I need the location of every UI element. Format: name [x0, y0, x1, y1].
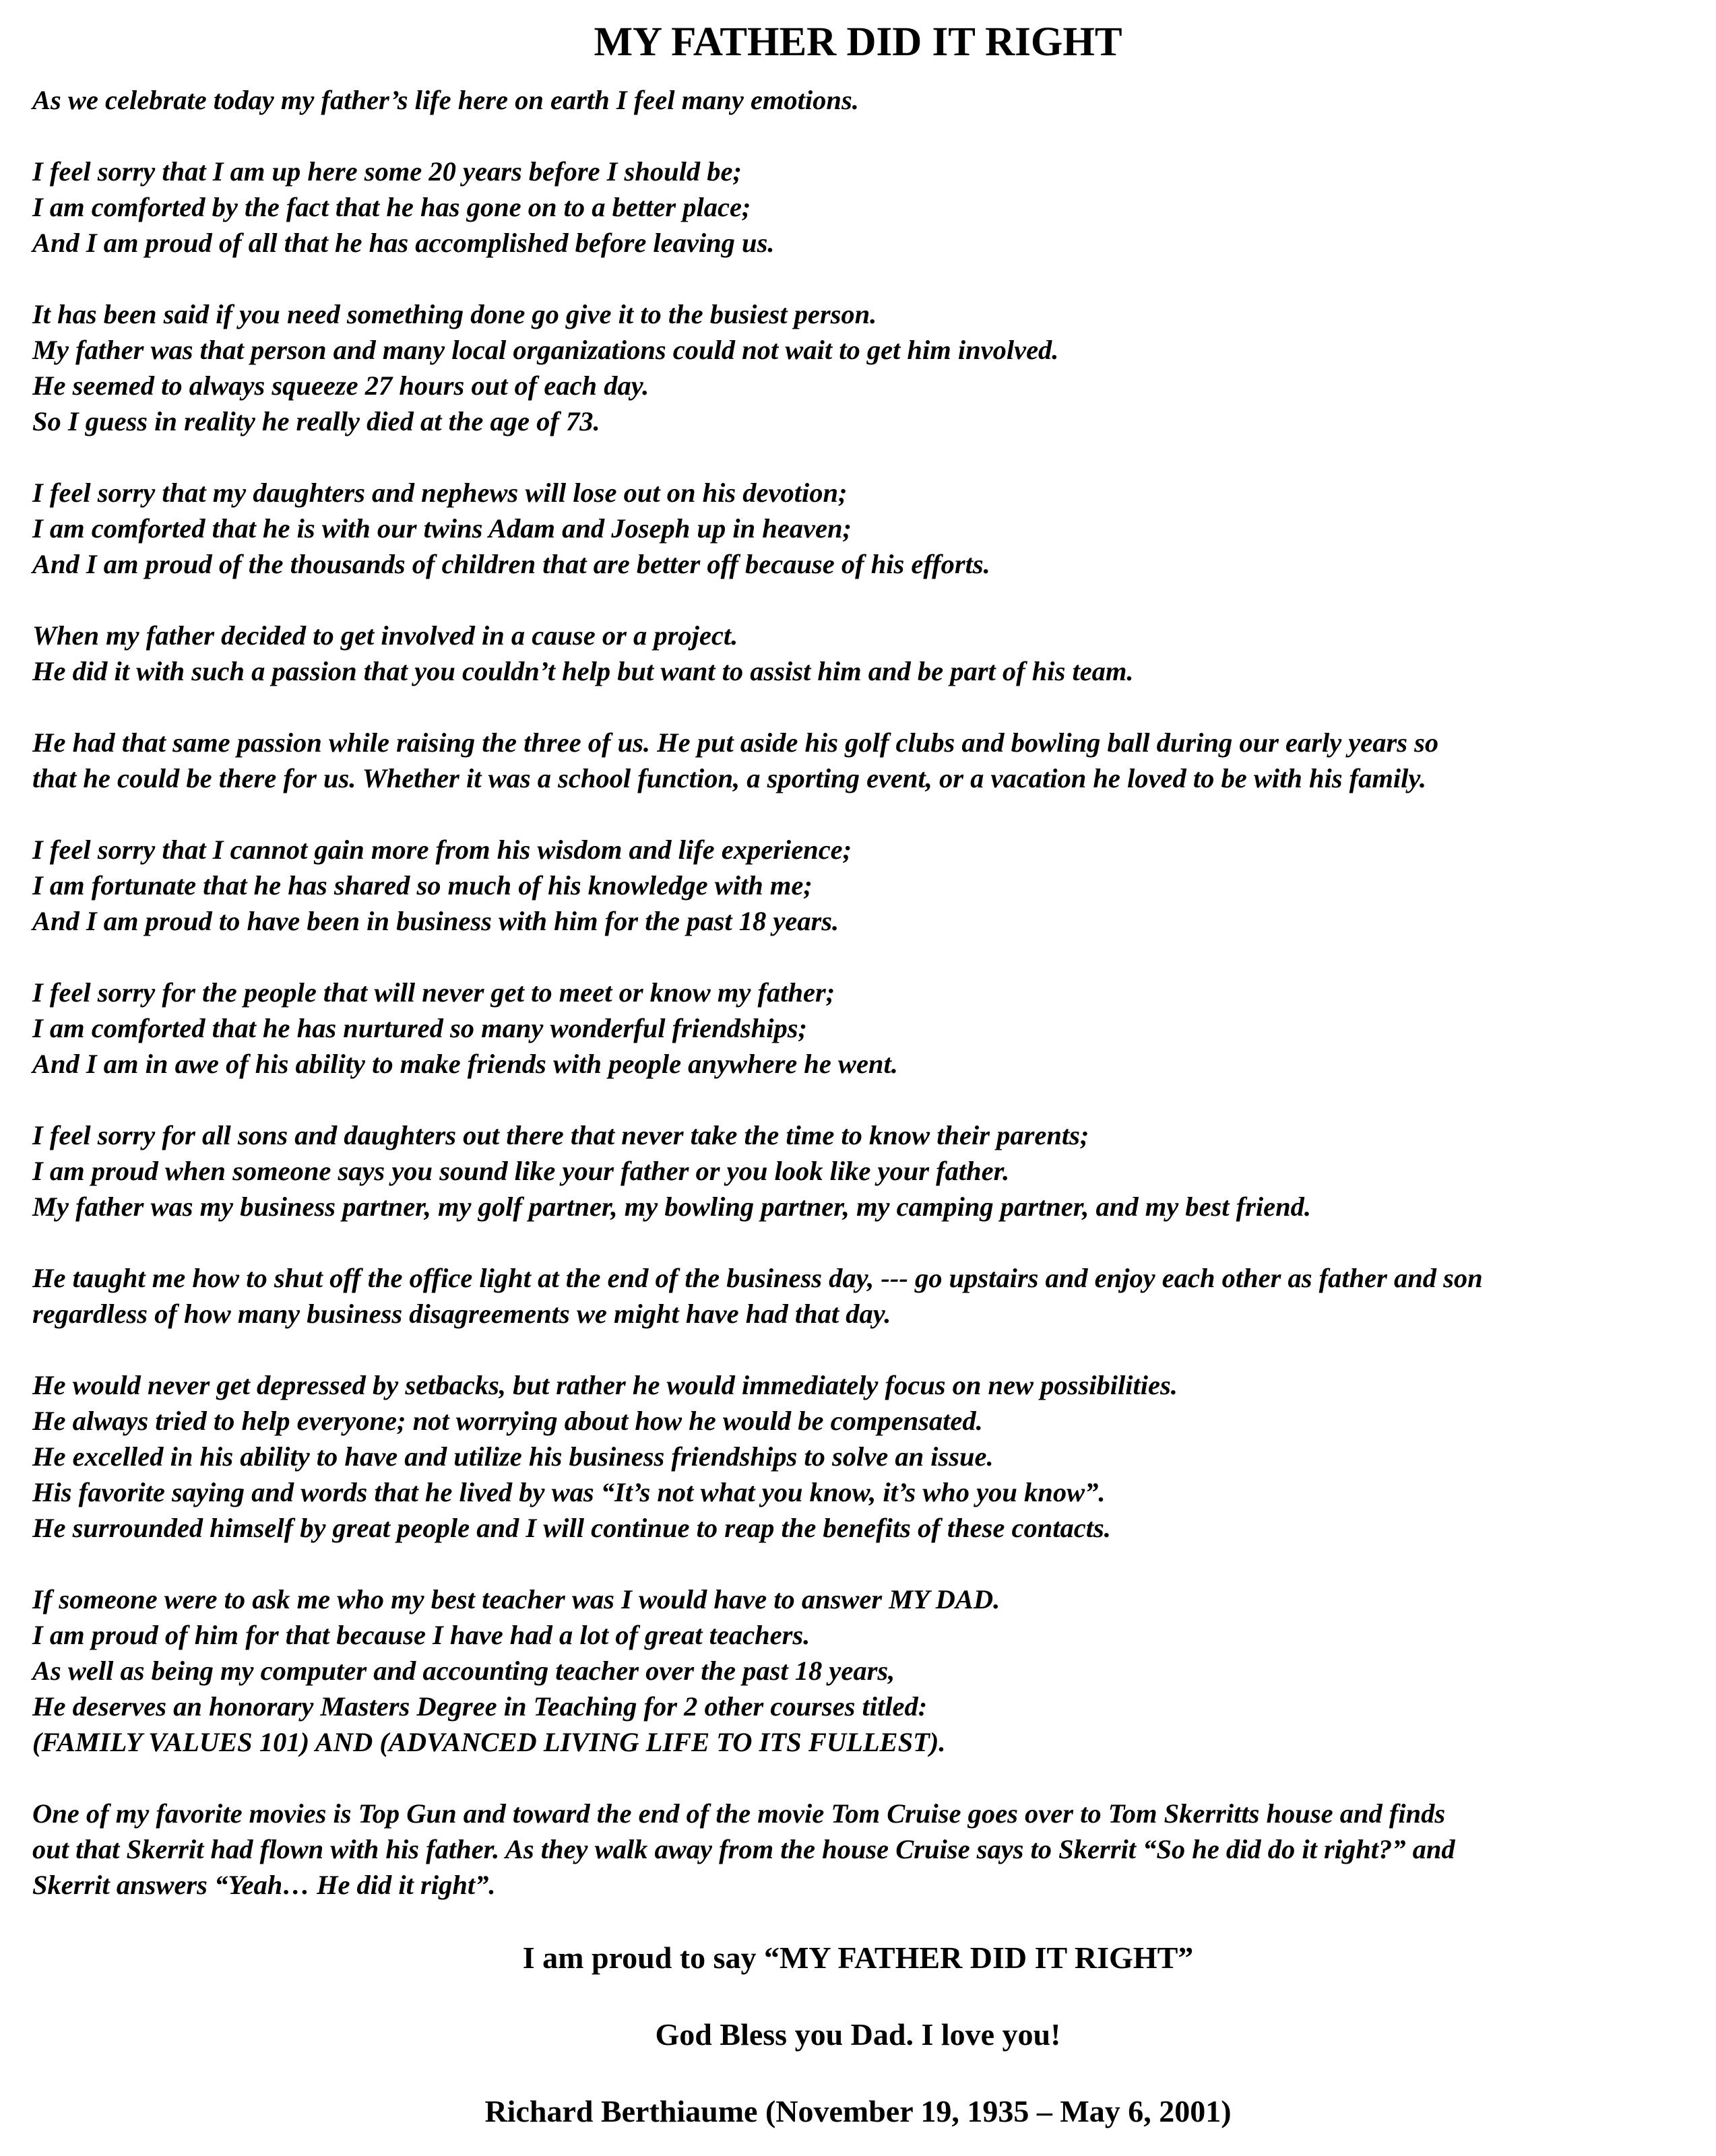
- tribute-body: [32, 82, 1684, 1903]
- stanza-line: I feel sorry for all sons and daughters out there that never take the time to know their parents;: [32, 1120, 1089, 1150]
- stanza: [32, 1796, 1684, 1903]
- stanza: [32, 296, 1684, 439]
- closing-blessing: God Bless you Dad. I love you!: [655, 2017, 1061, 2052]
- stanza-line: I am comforted that he is with our twins Adam and Joseph up in heaven;: [32, 513, 852, 544]
- stanza-line: He would never get depressed by setbacks, but rather he would immediately focus on new possibilities.: [32, 1370, 1178, 1400]
- stanza-line: And I am proud to have been in business with him for the past 18 years.: [32, 906, 839, 936]
- stanza-line: My father was that person and many local organizations could not wait to get him involved.: [32, 335, 1059, 365]
- stanza-line: As well as being my computer and accounting teacher over the past 18 years,: [32, 1656, 895, 1686]
- stanza-line: I feel sorry for the people that will never get to meet or know my father;: [32, 977, 835, 1008]
- document-title: MY FATHER DID IT RIGHT: [594, 20, 1122, 65]
- stanza: [32, 618, 1684, 689]
- stanza-line: I feel sorry that I cannot gain more from his wisdom and life experience;: [32, 835, 852, 865]
- stanza-line: out that Skerrit had flown with his father. As they walk away from the house Cruise says to Skerrit “So he did do it right?” and: [32, 1834, 1455, 1864]
- stanza-line: I am comforted that he has nurtured so many wonderful friendships;: [32, 1013, 807, 1043]
- stanza: [32, 1367, 1684, 1546]
- stanza-line: He excelled in his ability to have and utilize his business friendships to solve an issue.: [32, 1441, 994, 1472]
- stanza-line: that he could be there for us. Whether it was a school function, a sporting event, or a vacation he loved to be with his family.: [32, 763, 1427, 793]
- closing-statement: I am proud to say “MY FATHER DID IT RIGHT”: [522, 1940, 1194, 1975]
- stanza-line: I am comforted by the fact that he has gone on to a better place;: [32, 192, 751, 222]
- stanza-line: I feel sorry that I am up here some 20 years before I should be;: [32, 156, 742, 187]
- stanza-line: He had that same passion while raising the three of us. He put aside his golf clubs and bowling ball during our early years so: [32, 727, 1439, 758]
- stanza-line: Skerrit answers “Yeah… He did it right”.: [32, 1870, 496, 1900]
- stanza-line: His favorite saying and words that he lived by was “It’s not what you know, it’s who you know”.: [32, 1477, 1106, 1507]
- stanza-line: So I guess in reality he really died at the age of 73.: [32, 406, 600, 436]
- stanza: [32, 832, 1684, 939]
- stanza-line: One of my favorite movies is Top Gun and toward the end of the movie Tom Cruise goes over to Tom Skerritts house and finds: [32, 1798, 1446, 1829]
- stanza-line: I am proud of him for that because I have had a lot of great teachers.: [32, 1620, 811, 1650]
- stanza-line: He always tried to help everyone; not worrying about how he would be compensated.: [32, 1406, 983, 1436]
- stanza: [32, 1117, 1684, 1224]
- stanza-line: He did it with such a passion that you couldn’t help but want to assist him and be part of his team.: [32, 656, 1134, 686]
- memorial-name-dates: Richard Berthiaume (November 19, 1935 – May 6, 2001): [484, 2094, 1232, 2128]
- stanza-line: My father was my business partner, my golf partner, my bowling partner, my camping partner, and my best friend.: [32, 1191, 1312, 1222]
- closing-section: [32, 1938, 1684, 2131]
- stanza-line: He taught me how to shut off the office light at the end of the business day, --- go upstairs and enjoy each other as father and son: [32, 1263, 1483, 1293]
- stanza: [32, 154, 1684, 261]
- stanza-line: I am proud when someone says you sound like your father or you look like your father.: [32, 1156, 1010, 1186]
- stanza: [32, 975, 1684, 1082]
- stanza-line: He deserves an honorary Masters Degree in Teaching for 2 other courses titled:: [32, 1691, 928, 1722]
- stanza: [32, 1260, 1684, 1332]
- stanza-line: regardless of how many business disagreements we might have had that day.: [32, 1299, 891, 1329]
- stanza-line: And I am proud of all that he has accomplished before leaving us.: [32, 228, 775, 258]
- stanza-line: (FAMILY VALUES 101) AND (ADVANCED LIVING LIFE TO ITS FULLEST).: [32, 1727, 946, 1757]
- stanza-line: When my father decided to get involved in a cause or a project.: [32, 620, 738, 651]
- stanza: [32, 725, 1684, 796]
- stanza-line: If someone were to ask me who my best teacher was I would have to answer MY DAD.: [32, 1584, 1000, 1614]
- stanza-line: He surrounded himself by great people and I will continue to reap the benefits of these contacts.: [32, 1513, 1111, 1543]
- stanza: [32, 475, 1684, 582]
- stanza-line: He seemed to always squeeze 27 hours out of each day.: [32, 370, 649, 401]
- stanza-line: I feel sorry that my daughters and nephews will lose out on his devotion;: [32, 478, 848, 508]
- stanza-line: And I am proud of the thousands of children that are better off because of his efforts.: [32, 549, 990, 579]
- stanza-line: I am fortunate that he has shared so much of his knowledge with me;: [32, 870, 813, 901]
- stanza: [32, 82, 1684, 118]
- stanza: [32, 1581, 1684, 1760]
- stanza-line: And I am in awe of his ability to make friends with people anywhere he went.: [32, 1049, 898, 1079]
- stanza-line: As we celebrate today my father’s life here on earth I feel many emotions.: [32, 85, 859, 115]
- stanza-line: It has been said if you need something done go give it to the busiest person.: [32, 299, 877, 329]
